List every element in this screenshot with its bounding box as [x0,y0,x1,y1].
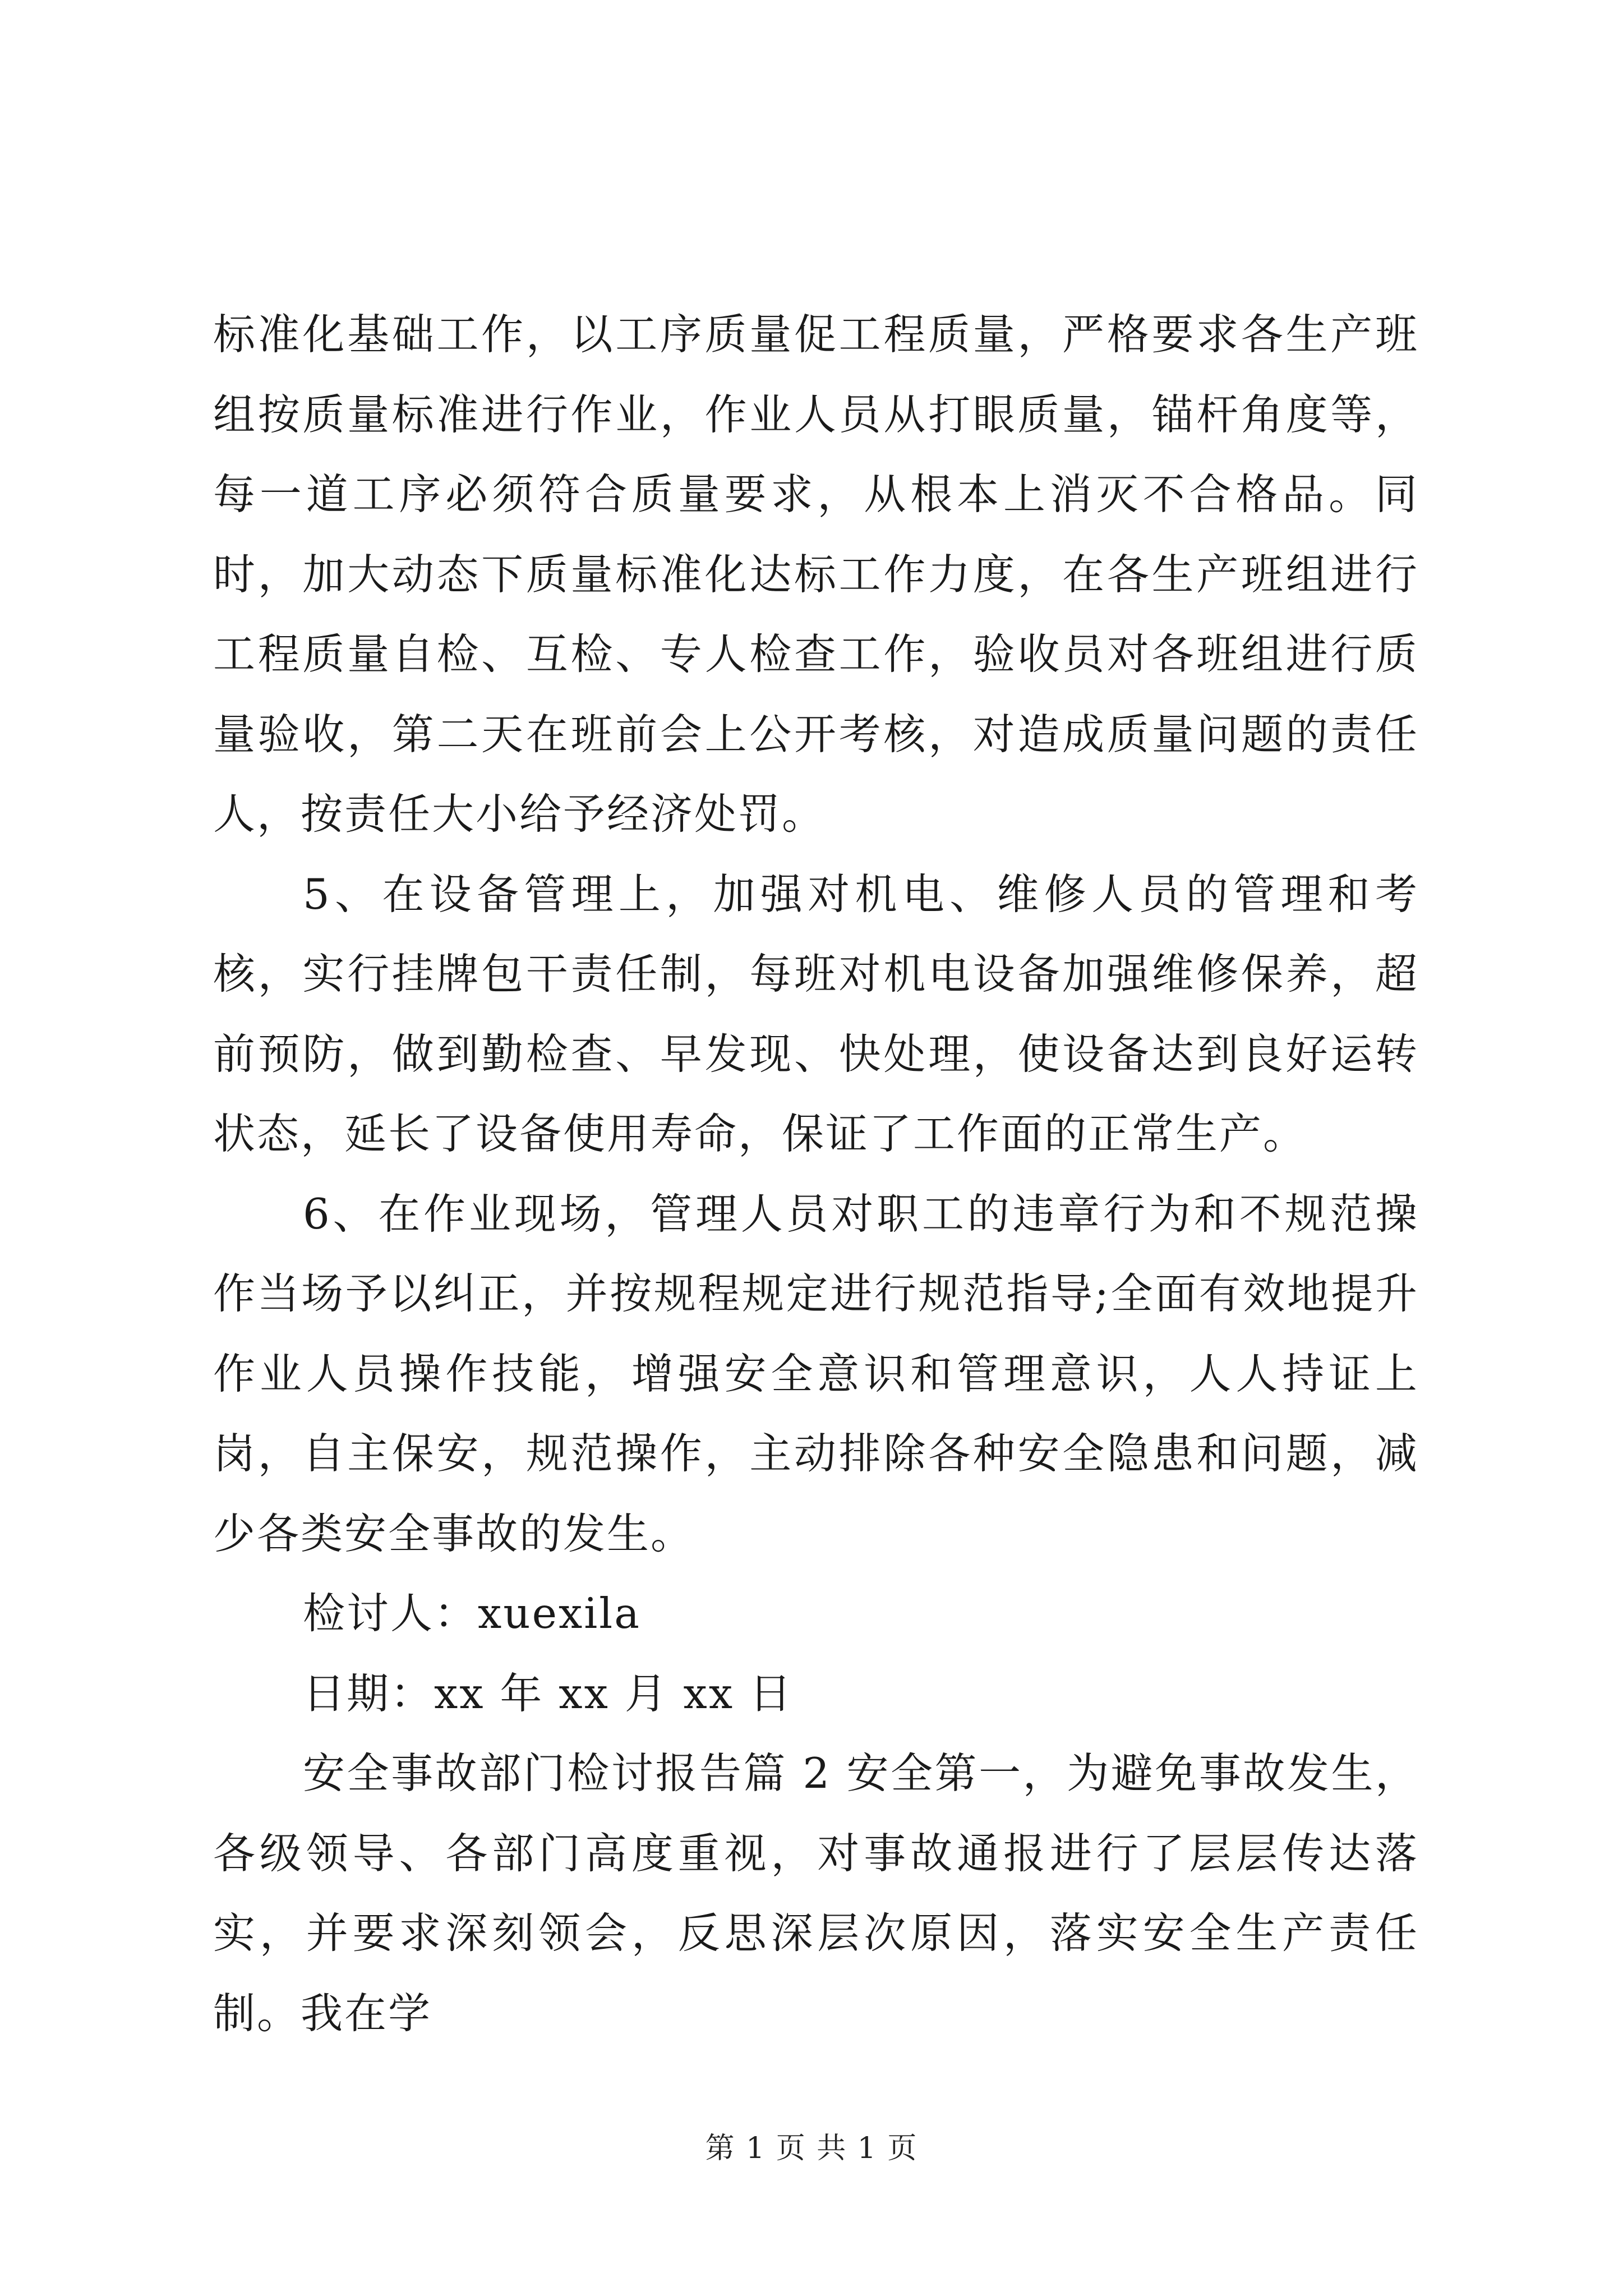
paragraph-equipment-management: 5、在设备管理上，加强对机电、维修人员的管理和考核，实行挂牌包干责任制，每班对机电设备加强维修保养，超前预防，做到勤检查、早发现、快处理，使设备达到良好运转状态，延长了设备使用寿命，保证了工作面的正常生产。 [213,869,1419,1158]
document-body [213,295,1419,2053]
page-footer: 第 1 页 共 1 页 [705,2132,918,2165]
paragraph-quality-standardization: 标准化基础工作，以工序质量促工程质量，严格要求各生产班组按质量标准进行作业，作业人员从打眼质量，锚杆角度等，每一道工序必须符合质量要求，从根本上消灭不合格品。同时，加大动态下质量标准化达标工作力度，在各生产班组进行工程质量自检、互检、专人检查工作，验收员对各班组进行质量验收，第二天在班前会上公开考核，对造成质量问题的责任人，按责任大小给予经济处罚。 [213,310,1419,839]
date-line: 日期：xx 年 xx 月 xx 日 [303,1668,793,1718]
paragraph-next-report: 安全事故部门检讨报告篇 2 安全第一，为避免事故发生，各级领导、各部门高度重视，对事故通报进行了层层传达落实，并要求深刻领会，反思深层次原因，落实安全生产责任制。我在学 [213,1749,1419,2038]
reviewer-line: 检讨人：xuexila [303,1589,641,1638]
paragraph-work-site: 6、在作业现场，管理人员对职工的违章行为和不规范操作当场予以纠正，并按规程规定进行规范指导;全面有效地提升作业人员操作技能，增强安全意识和管理意识，人人持证上岗，自主保安，规范操作，主动排除各种安全隐患和问题，减少各类安全事故的发生。 [213,1189,1419,1558]
